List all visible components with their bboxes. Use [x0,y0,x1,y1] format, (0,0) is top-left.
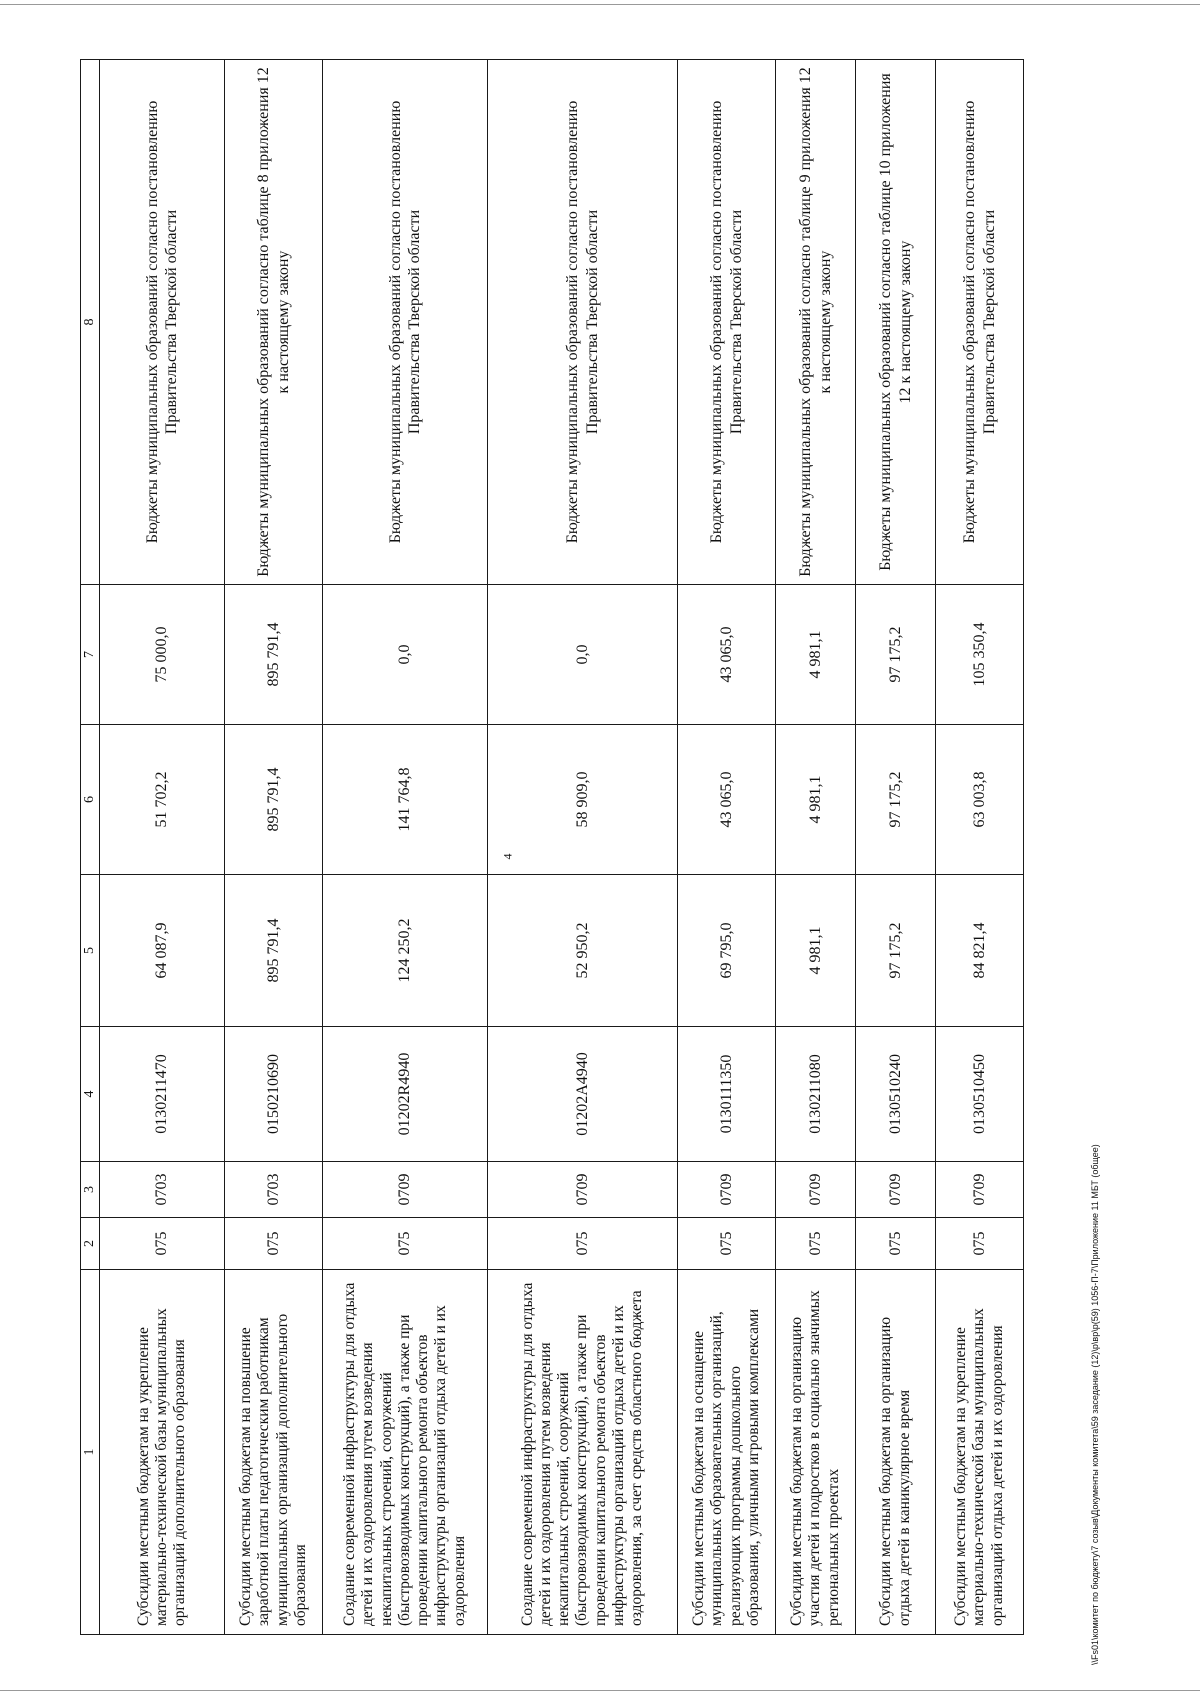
ministry-code: 075 [678,1218,776,1270]
amount-col-7: 105 350,4 [936,585,1024,725]
table-row [856,60,936,1635]
amount-col-5: 124 250,2 [323,875,488,1027]
footer-file-path: \\Fs01\комитет по бюджету\7 созыв\Документы комитета\59 заседание (12)\р\вр\р(59) 1056-П-7\Приложение 11 МБТ (общее) [1090,1144,1100,1665]
ministry-code: 075 [100,1218,225,1270]
header-col-3: 3 [81,1162,100,1218]
recipient-note: Бюджеты муниципальных образований согласно таблице 8 приложения 12 к настоящему закону [225,60,323,585]
amount-col-7: 43 065,0 [678,585,776,725]
amount-col-5: 84 821,4 [936,875,1024,1027]
target-article-code: 0130211080 [776,1027,856,1162]
amount-col-6: 63 003,8 [936,725,1024,875]
table-row [323,60,488,1635]
section-code: 0709 [936,1162,1024,1218]
table-row [678,60,776,1635]
section-code: 0709 [856,1162,936,1218]
budget-table [80,59,1024,1635]
header-col-2: 2 [81,1218,100,1270]
recipient-note: Бюджеты муниципальных образований согласно постановлению Правительства Тверской области [678,60,776,585]
row-description: Субсидии местным бюджетам на организацию отдыха детей в каникулярное время [856,1270,936,1635]
amount-col-7: 97 175,2 [856,585,936,725]
rotated-page [80,60,1075,1635]
row-description: Субсидии местным бюджетам на укрепление материально-технической базы муниципальных организаций отдыха детей и их оздоровления [936,1270,1024,1635]
amount-col-7: 4 981,1 [776,585,856,725]
amount-col-5: 895 791,4 [225,875,323,1027]
row-description: Субсидии местным бюджетам на повышение заработной платы педагогическим работникам муниципальных организаций дополнительного образования [225,1270,323,1635]
table-row [488,60,678,1635]
section-code: 0703 [225,1162,323,1218]
table-row [100,60,225,1635]
amount-col-6: 97 175,2 [856,725,936,875]
table-row [776,60,856,1635]
header-col-5: 5 [81,875,100,1027]
row-description: Создание современной инфраструктуры для отдыха детей и их оздоровления путем возведения некапитальных строений, сооружений (быстровозводимых конструкций), а также при проведении капитального ремонта объектов инфраструктуры организаций отдыха детей и их оздоровления [323,1270,488,1635]
table-row [225,60,323,1635]
target-article-code: 01202R4940 [323,1027,488,1162]
section-code: 0709 [678,1162,776,1218]
header-col-6: 6 [81,725,100,875]
target-article-code: 0150210690 [225,1027,323,1162]
header-row [81,60,100,1635]
target-article-code: 0130211470 [100,1027,225,1162]
ministry-code: 075 [776,1218,856,1270]
recipient-note: Бюджеты муниципальных образований согласно постановлению Правительства Тверской области [323,60,488,585]
row-description: Субсидии местным бюджетам на оснащение муниципальных образовательных организаций, реализующих программы дошкольного образования, уличными игровыми комплексами [678,1270,776,1635]
amount-col-7: 0,0 [488,585,678,725]
amount-col-6: 51 702,2 [100,725,225,875]
recipient-note: Бюджеты муниципальных образований согласно постановлению Правительства Тверской области [488,60,678,585]
amount-col-5: 97 175,2 [856,875,936,1027]
section-code: 0709 [776,1162,856,1218]
amount-col-7: 0,0 [323,585,488,725]
row-description: Субсидии местным бюджетам на организацию участия детей и подростков в социально значимых региональных проектах [776,1270,856,1635]
target-article-code: 0130111350 [678,1027,776,1162]
amount-col-6: 43 065,0 [678,725,776,875]
recipient-note: Бюджеты муниципальных образований согласно постановлению Правительства Тверской области [936,60,1024,585]
header-col-1: 1 [81,1270,100,1635]
ministry-code: 075 [488,1218,678,1270]
amount-col-6: 141 764,8 [323,725,488,875]
recipient-note: Бюджеты муниципальных образований согласно постановлению Правительства Тверской области [100,60,225,585]
header-col-7: 7 [81,585,100,725]
section-code: 0709 [323,1162,488,1218]
amount-col-6: 58 909,0 [488,725,678,875]
ministry-code: 075 [323,1218,488,1270]
row-description: Субсидии местным бюджетам на укрепление материально-технической базы муниципальных организаций дополнительного образования [100,1270,225,1635]
section-code: 0709 [488,1162,678,1218]
amount-col-7: 75 000,0 [100,585,225,725]
amount-col-6: 4 981,1 [776,725,856,875]
amount-col-7: 895 791,4 [225,585,323,725]
row-description: Создание современной инфраструктуры для отдыха детей и их оздоровления путем возведения некапитальных строений, сооружений (быстровозводимых конструкций), а также при проведении капитального ремонта объектов инфраструктуры организаций отдыха детей и их оздоровления, за счет средств областного бюджета [488,1270,678,1635]
header-col-8: 8 [81,60,100,585]
ministry-code: 075 [936,1218,1024,1270]
target-article-code: 0130510450 [936,1027,1024,1162]
amount-col-5: 4 981,1 [776,875,856,1027]
ministry-code: 075 [225,1218,323,1270]
amount-col-5: 52 950,2 [488,875,678,1027]
amount-col-5: 69 795,0 [678,875,776,1027]
section-code: 0703 [100,1162,225,1218]
table-row [936,60,1024,1635]
header-col-4: 4 [81,1027,100,1162]
target-article-code: 0130510240 [856,1027,936,1162]
recipient-note: Бюджеты муниципальных образований согласно таблице 10 приложения 12 к настоящему закону [856,60,936,585]
recipient-note: Бюджеты муниципальных образований согласно таблице 9 приложения 12 к настоящему закону [776,60,856,585]
target-article-code: 01202A4940 [488,1027,678,1162]
page-number: 4 [500,853,515,860]
amount-col-6: 895 791,4 [225,725,323,875]
ministry-code: 075 [856,1218,936,1270]
amount-col-5: 64 087,9 [100,875,225,1027]
